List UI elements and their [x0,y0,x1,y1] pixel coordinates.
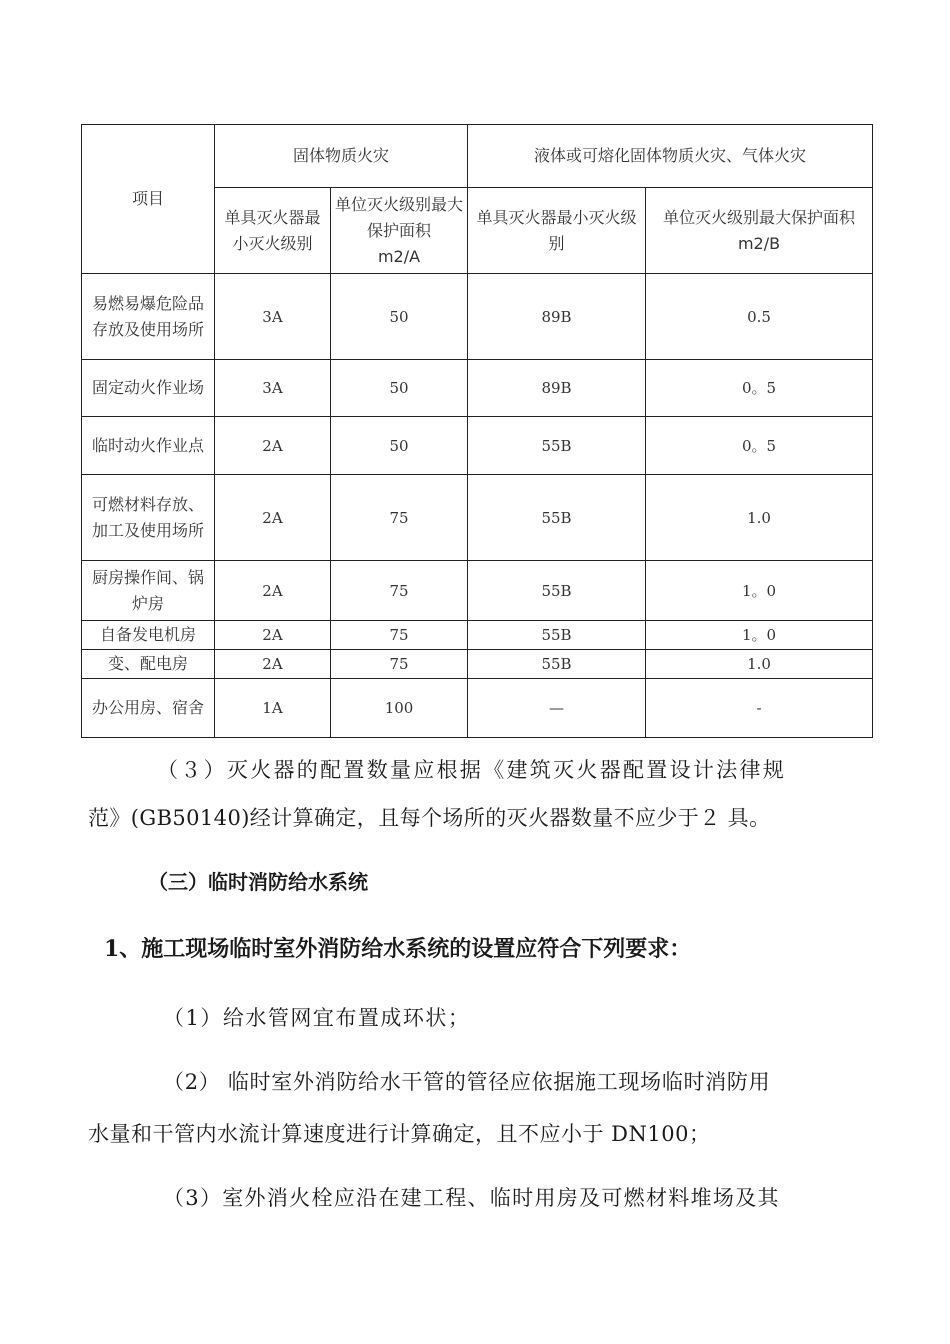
extinguisher-config-table [81,124,873,738]
row-item: 自备发电机房 [82,621,215,650]
list-item-1: （1）给水管网宜布置成环状； [163,1006,471,1030]
row-solid-min: 3A [215,360,331,417]
header-item: 项目 [82,125,215,274]
section-heading: （三）临时消防给水系统 [148,870,368,894]
paragraph-3-line-2: 范》(GB50140)经计算确定，且每个场所的灭火器数量不应少于２ 具。 [88,806,771,830]
row-item: 厨房操作间、锅炉房 [82,561,215,621]
row-solid-area: 75 [331,475,468,561]
row-solid-area: 75 [331,621,468,650]
header-solid-max-area: 单位灭火级别最大保护面积 m2/A [331,188,468,274]
header-solid-fire: 固体物质火灾 [215,125,468,188]
list-item-2-line-1: （2） 临时室外消防给水干管的管径应依据施工现场临时消防用 [163,1070,771,1094]
header-liquid-min-rating: 单具灭火器最小灭火级别 [468,188,646,274]
table-row [82,679,873,738]
row-liquid-area: 0。5 [646,417,873,475]
row-liquid-min: — [468,679,646,738]
row-liquid-area: 0.5 [646,274,873,360]
row-item: 易燃易爆危险品存放及使用场所 [82,274,215,360]
row-liquid-min: 89B [468,274,646,360]
sub-heading: 1、施工现场临时室外消防给水系统的设置应符合下列要求： [104,936,692,962]
table-row [82,417,873,475]
table-row [82,621,873,650]
row-item: 变、配电房 [82,650,215,679]
table-row [82,475,873,561]
table-row [82,360,873,417]
row-solid-area: 75 [331,561,468,621]
row-solid-area: 50 [331,360,468,417]
row-liquid-min: 55B [468,621,646,650]
header-liquid-max-area: 单位灭火级别最大保护面积 m2/B [646,188,873,274]
row-solid-min: 2A [215,650,331,679]
row-liquid-area: 1。0 [646,621,873,650]
row-solid-min: 2A [215,475,331,561]
header-solid-min-rating: 单具灭火器最小灭火级别 [215,188,331,274]
list-item-3-line-1: （3）室外消火栓应沿在建工程、临时用房及可燃材料堆场及其 [163,1186,780,1210]
row-solid-area: 50 [331,417,468,475]
row-liquid-area: 1.0 [646,650,873,679]
table-row [82,650,873,679]
table-row [82,274,873,360]
paragraph-3-line-1: （３）灭火器的配置数量应根据《建筑灭火器配置设计法律规 [157,758,787,782]
row-liquid-area: 0。5 [646,360,873,417]
row-liquid-min: 55B [468,417,646,475]
row-item: 可燃材料存放、加工及使用场所 [82,475,215,561]
row-solid-min: 1A [215,679,331,738]
row-liquid-min: 55B [468,650,646,679]
row-solid-min: 2A [215,417,331,475]
table-row [82,561,873,621]
row-liquid-area: 1。0 [646,561,873,621]
row-solid-area: 75 [331,650,468,679]
row-item: 固定动火作业场 [82,360,215,417]
row-solid-area: 50 [331,274,468,360]
row-solid-area: 100 [331,679,468,738]
row-liquid-min: 89B [468,360,646,417]
row-liquid-min: 55B [468,475,646,561]
row-solid-min: 3A [215,274,331,360]
row-solid-min: 2A [215,561,331,621]
row-liquid-min: 55B [468,561,646,621]
header-liquid-gas-fire: 液体或可熔化固体物质火灾、气体火灾 [468,125,873,188]
row-liquid-area: 1.0 [646,475,873,561]
row-item: 临时动火作业点 [82,417,215,475]
row-item: 办公用房、宿舍 [82,679,215,738]
row-liquid-area: - [646,679,873,738]
row-solid-min: 2A [215,621,331,650]
list-item-2-line-2: 水量和干管内水流计算速度进行计算确定，且不应小于 DN100； [88,1122,711,1146]
